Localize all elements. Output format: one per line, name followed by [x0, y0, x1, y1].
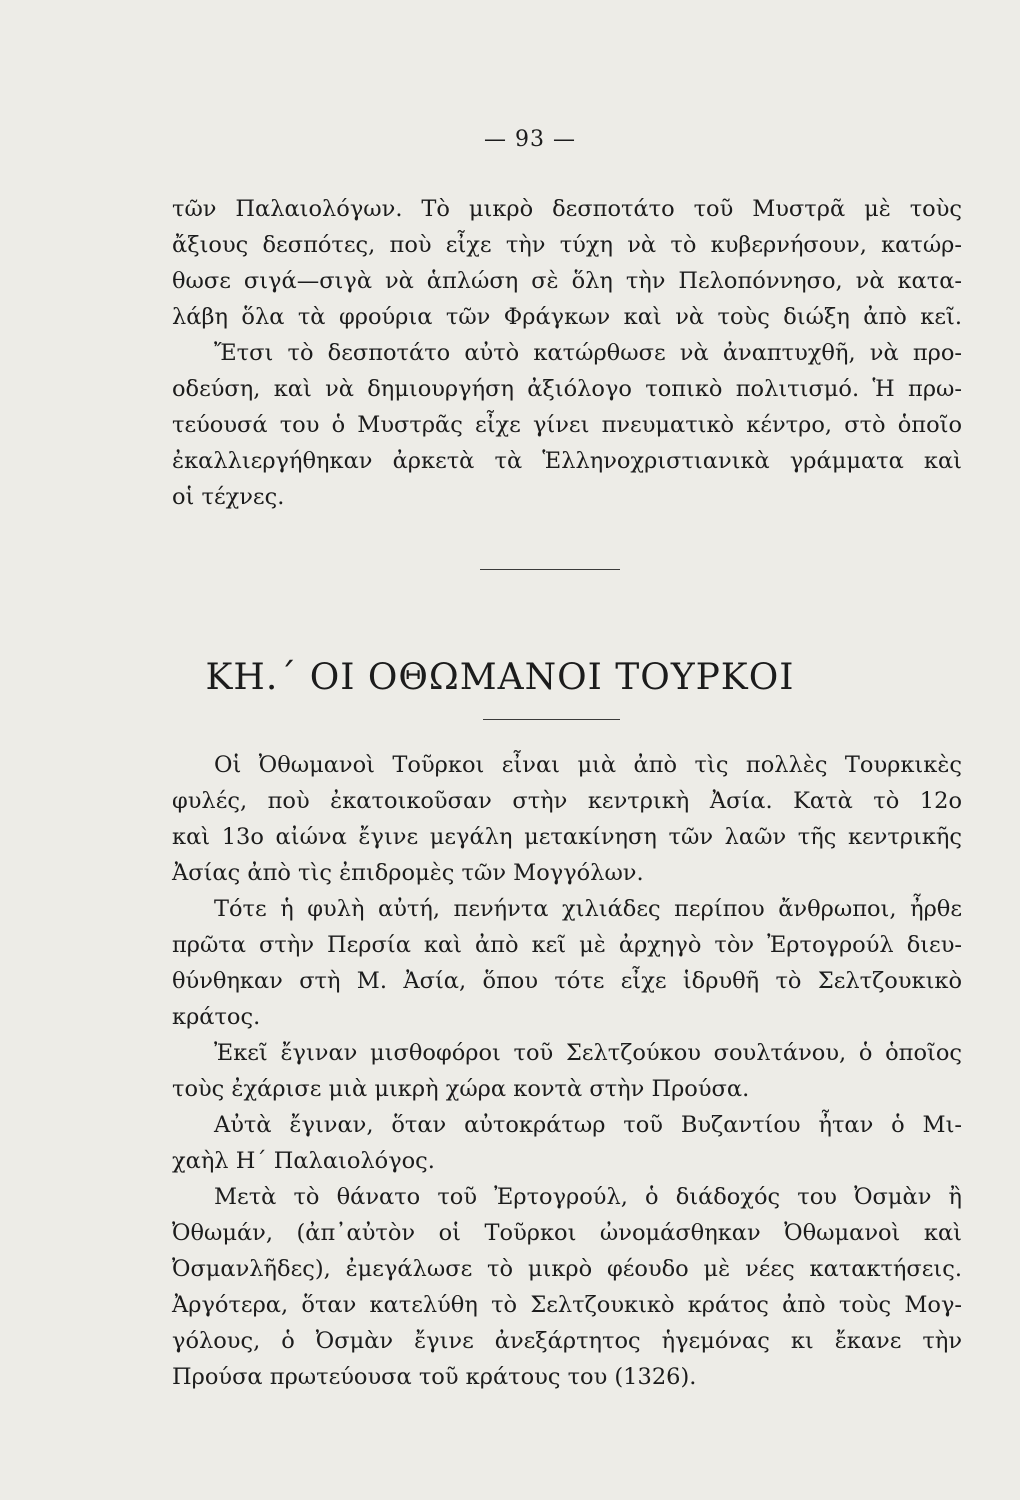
text-line: Ἀσίας ἀπὸ τὶς ἐπιδρομὲς τῶν Μογγόλων. [172, 860, 644, 886]
text-line: γόλους, ὁ Ὀσμὰν ἔγινε ἀνεξάρτητος ἡγεμόνας κι ἔκανε τὴν [172, 1328, 962, 1354]
text-line: ἐκαλλιεργήθηκαν ἀρκετὰ τὰ Ἑλληνοχριστιανικὰ γράμματα καὶ [172, 448, 962, 474]
text-line: Ἐκεῖ ἔγιναν μισθοφόροι τοῦ Σελτζούκου σουλτάνου, ὁ ὁποῖος [214, 1040, 962, 1066]
text-line: τῶν Παλαιολόγων. Τὸ μικρὸ δεσποτάτο τοῦ Μυστρᾶ μὲ τοὺς [172, 196, 962, 222]
text-line: κράτος. [172, 1004, 261, 1030]
text-line: Τότε ἡ φυλὴ αὐτή, πενήντα χιλιάδες περίπου ἄνθρωποι, ἦρθε [214, 896, 962, 922]
text-line: Ἔτσι τὸ δεσποτάτο αὐτὸ κατώρθωσε νὰ ἀναπτυχθῆ, νὰ προ- [214, 340, 962, 366]
text-line: θύνθηκαν στὴ Μ. Ἀσία, ὅπου τότε εἶχε ἱδρυθῆ τὸ Σελτζουκικὸ [172, 968, 962, 994]
text-line: τοὺς ἐχάρισε μιὰ μικρὴ χώρα κοντὰ στὴν Προύσα. [172, 1076, 750, 1102]
text-line: οἱ τέχνες. [172, 484, 285, 510]
text-line: Ἀργότερα, ὅταν κατελύθη τὸ Σελτζουκικὸ κράτος ἀπὸ τοὺς Μογ- [172, 1292, 962, 1318]
text-line: καὶ 13ο αἰώνα ἔγινε μεγάλη μετακίνηση τῶν λαῶν τῆς κεντρικῆς [172, 824, 962, 850]
text-line: τεύουσά του ὁ Μυστρᾶς εἶχε γίνει πνευματικὸ κέντρο, στὸ ὁποῖο [172, 412, 962, 438]
page-number: — 93 — [484, 127, 576, 152]
separator-rule [480, 569, 620, 570]
text-line: Προύσα πρωτεύουσα τοῦ κράτους του (1326). [172, 1364, 697, 1390]
text-line: πρῶτα στὴν Περσία καὶ ἀπὸ κεῖ μὲ ἀρχηγὸ τὸν Ἐρτογρούλ διευ- [172, 932, 962, 958]
heading-underline [483, 719, 620, 720]
text-line: οδεύση, καὶ νὰ δημιουργήση ἀξιόλογο τοπικὸ πολιτισμό. Ἡ πρω- [172, 376, 962, 402]
text-line: χαὴλ Η΄ Παλαιολόγος. [172, 1148, 435, 1174]
text-line: ἄξιους δεσπότες, ποὺ εἶχε τὴν τύχη νὰ τὸ κυβερνήσουν, κατώρ- [172, 232, 962, 258]
text-line: φυλές, ποὺ ἐκατοικοῦσαν στὴν κεντρικὴ Ἀσία. Κατὰ τὸ 12ο [172, 788, 962, 814]
text-line: Οἱ Ὀθωμανοὶ Τοῦρκοι εἶναι μιὰ ἀπὸ τὶς πολλὲς Τουρκικὲς [214, 752, 962, 778]
text-line: Μετὰ τὸ θάνατο τοῦ Ἐρτογρούλ, ὁ διάδοχός του Ὀσμὰν ἢ [214, 1184, 962, 1210]
text-line: Ὀθωμάν, (ἀπ᾽αὐτὸν οἱ Τοῦρκοι ὠνομάσθηκαν Ὀθωμανοὶ καὶ [172, 1220, 962, 1246]
text-line: Αὐτὰ ἔγιναν, ὅταν αὐτοκράτωρ τοῦ Βυζαντίου ἦταν ὁ Μι- [214, 1112, 962, 1138]
text-line: θωσε σιγά—σιγὰ νὰ ἁπλώση σὲ ὅλη τὴν Πελοπόννησο, νὰ κατα- [172, 268, 962, 294]
text-line: λάβη ὅλα τὰ φρούρια τῶν Φράγκων καὶ νὰ τοὺς διώξη ἀπὸ κεῖ. [172, 304, 962, 330]
chapter-heading: ΚΗ.΄ ΟΙ ΟΘΩΜΑΝΟΙ ΤΟΥΡΚΟΙ [205, 657, 795, 698]
text-line: Ὀσμανλῆδες), ἐμεγάλωσε τὸ μικρὸ φέουδο μὲ νέες κατακτήσεις. [172, 1256, 962, 1282]
